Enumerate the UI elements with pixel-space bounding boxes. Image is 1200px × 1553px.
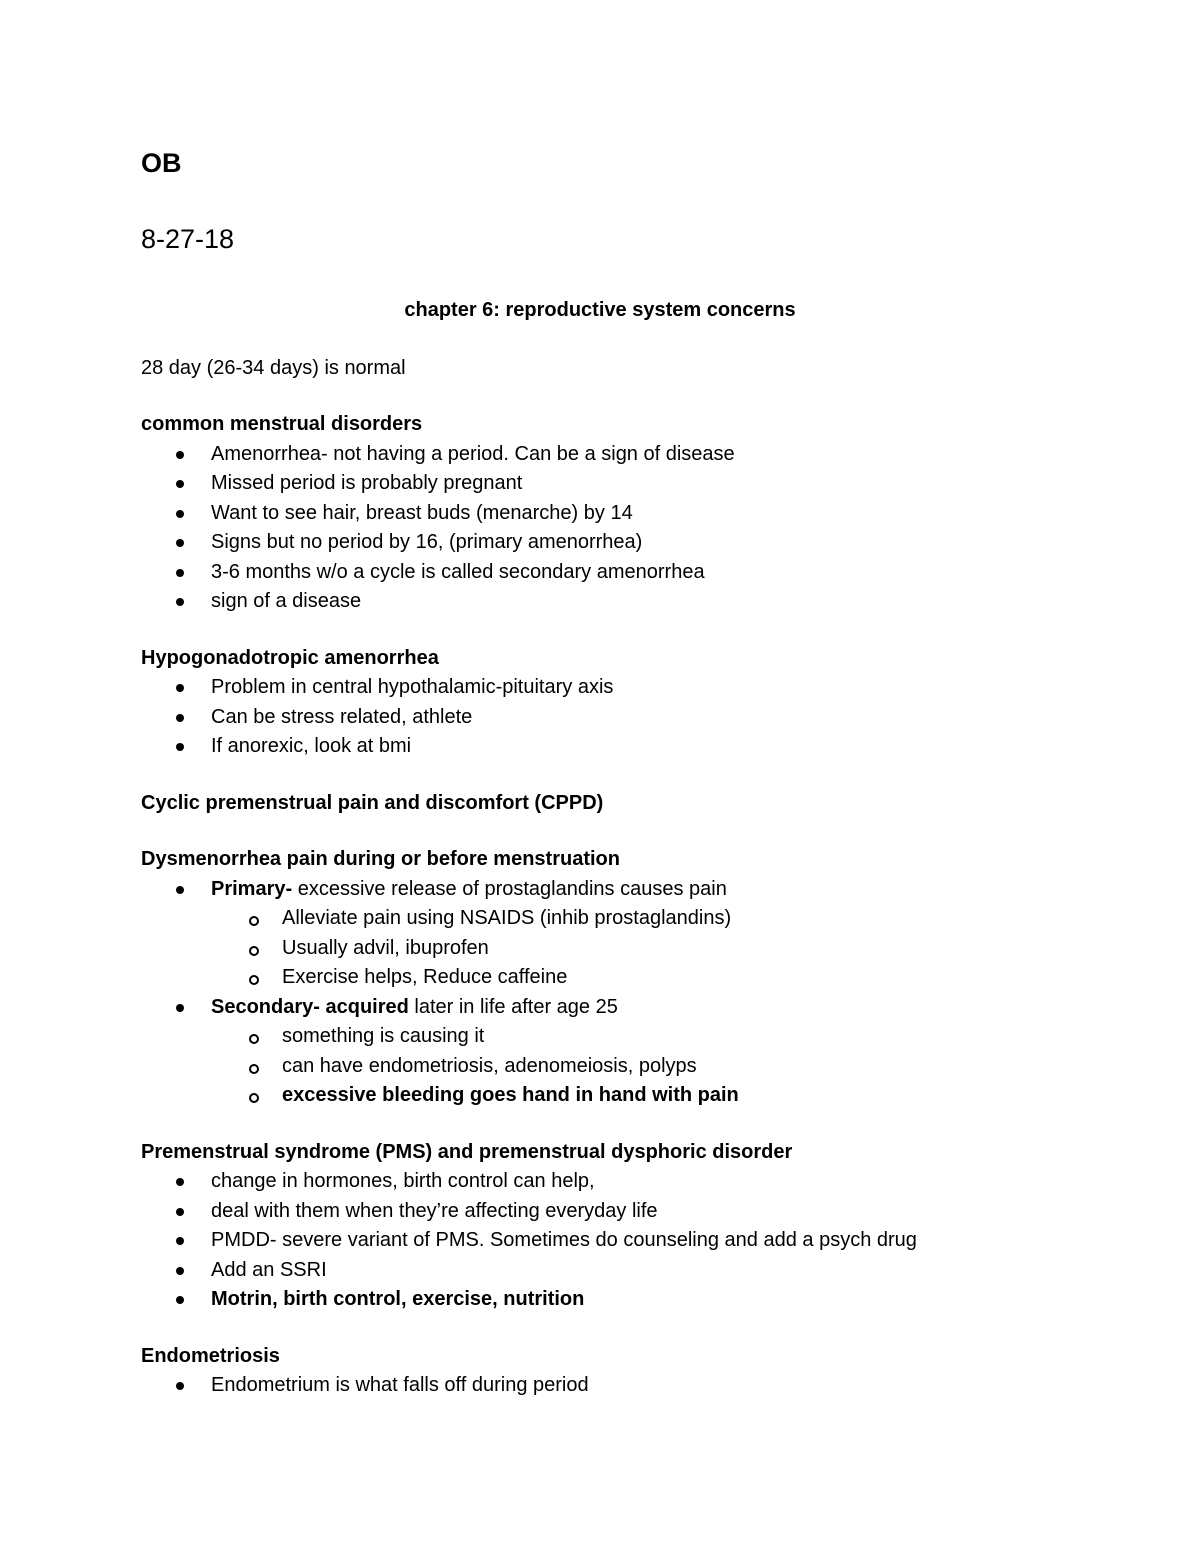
bullet-icon xyxy=(176,1208,184,1216)
bullet-icon xyxy=(176,510,184,518)
list-item: change in hormones, birth control can help, xyxy=(141,1167,1081,1197)
bullet-icon xyxy=(176,743,184,751)
bullet-icon xyxy=(176,1237,184,1245)
bullet-icon xyxy=(176,1178,184,1186)
circle-bullet-icon xyxy=(249,975,259,985)
circle-bullet-icon xyxy=(249,946,259,956)
document-title: OB xyxy=(141,148,182,178)
primary-label: Primary- xyxy=(211,877,293,900)
bullet-icon xyxy=(176,480,184,488)
bullet-icon xyxy=(176,569,184,577)
list-item: Missed period is probably pregnant xyxy=(141,469,1081,499)
section-endometriosis xyxy=(141,1342,1081,1401)
bullet-icon xyxy=(176,539,184,547)
primary-text: excessive release of prostaglandins causes pain xyxy=(292,877,727,900)
list-item: Motrin, birth control, exercise, nutrition xyxy=(141,1285,1081,1315)
list-item xyxy=(141,993,1081,1023)
bullet-list xyxy=(141,440,1081,617)
list-item: Amenorrhea- not having a period. Can be a sign of disease xyxy=(141,440,1081,470)
sub-list-container xyxy=(141,904,1081,993)
section-hypogonadotropic xyxy=(141,644,1081,762)
intro-text: 28 day (26-34 days) is normal xyxy=(141,356,406,379)
bullet-icon xyxy=(176,886,184,894)
sub-list-item: Exercise helps, Reduce caffeine xyxy=(211,963,1151,993)
chapter-heading: chapter 6: reproductive system concerns xyxy=(404,299,796,321)
bullet-list xyxy=(141,1167,1081,1315)
list-item: If anorexic, look at bmi xyxy=(141,732,1081,762)
bullet-icon xyxy=(176,1267,184,1275)
bullet-icon xyxy=(176,1004,184,1012)
bullet-list xyxy=(141,1371,1081,1401)
bullet-list xyxy=(141,875,1081,1111)
list-item: sign of a disease xyxy=(141,587,1081,617)
sub-bullet-list xyxy=(141,1022,1081,1111)
section-heading: Dysmenorrhea pain during or before menstruation xyxy=(141,848,620,870)
sub-list-item: Usually advil, ibuprofen xyxy=(211,934,1151,964)
list-item: Problem in central hypothalamic-pituitary axis xyxy=(141,673,1081,703)
section-heading: Cyclic premenstrual pain and discomfort (CPPD) xyxy=(141,791,604,814)
sub-list-item: something is causing it xyxy=(211,1022,1151,1052)
secondary-text: later in life after age 25 xyxy=(408,995,618,1018)
document-body xyxy=(141,296,1081,1428)
list-item: Add an SSRI xyxy=(141,1256,1081,1286)
list-item: deal with them when they’re affecting everyday life xyxy=(141,1197,1081,1227)
circle-bullet-icon xyxy=(249,1093,259,1103)
sub-list-item: excessive bleeding goes hand in hand with pain xyxy=(211,1081,1151,1111)
circle-bullet-icon xyxy=(249,1034,259,1044)
list-item: PMDD- severe variant of PMS. Sometimes do counseling and add a psych drug xyxy=(141,1226,1081,1256)
section-dysmenorrhea xyxy=(141,845,1081,1111)
section-heading: Premenstrual syndrome (PMS) and premenstrual dysphoric disorder xyxy=(141,1140,793,1163)
bullet-icon xyxy=(176,714,184,722)
section-menstrual-disorders xyxy=(141,410,1081,617)
section-heading: Hypogonadotropic amenorrhea xyxy=(141,646,439,669)
list-item: Can be stress related, athlete xyxy=(141,703,1081,733)
bullet-icon xyxy=(176,451,184,459)
bullet-icon xyxy=(176,1296,184,1304)
secondary-label: Secondary- acquired xyxy=(211,995,409,1018)
list-item: Endometrium is what falls off during period xyxy=(141,1371,1081,1401)
bullet-icon xyxy=(176,598,184,606)
circle-bullet-icon xyxy=(249,916,259,926)
bullet-list xyxy=(141,673,1081,762)
section-cppd xyxy=(141,789,1081,819)
list-item: Signs but no period by 16, (primary amenorrhea) xyxy=(141,528,1081,558)
section-heading: Endometriosis xyxy=(141,1344,280,1367)
sub-bullet-list xyxy=(141,904,1081,993)
sub-list-container xyxy=(141,1022,1081,1111)
document-date: 8-27-18 xyxy=(141,224,235,254)
list-item xyxy=(141,875,1081,905)
list-item: Want to see hair, breast buds (menarche) by 14 xyxy=(141,499,1081,529)
circle-bullet-icon xyxy=(249,1064,259,1074)
bullet-icon xyxy=(176,1382,184,1390)
sub-list-item: Alleviate pain using NSAIDS (inhib prostaglandins) xyxy=(211,904,1151,934)
list-item: 3-6 months w/o a cycle is called secondary amenorrhea xyxy=(141,558,1081,588)
sub-list-item: can have endometriosis, adenomeiosis, polyps xyxy=(211,1052,1151,1082)
section-pms xyxy=(141,1138,1081,1315)
section-heading: common menstrual disorders xyxy=(141,413,423,435)
bullet-icon xyxy=(176,684,184,692)
